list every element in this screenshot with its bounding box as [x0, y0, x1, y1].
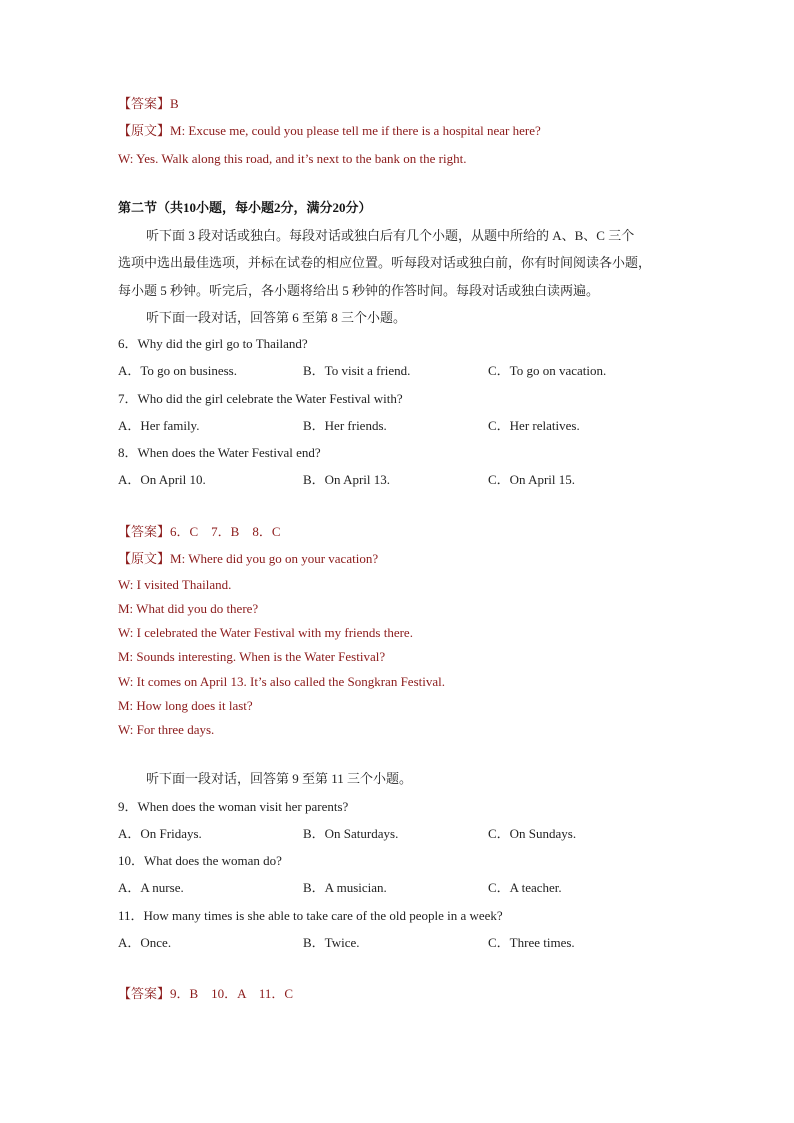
question: 7．Who did the girl celebrate the Water Festival with?: [118, 391, 403, 406]
option-a: A．On April 10.: [118, 472, 206, 487]
script-line: W: I celebrated the Water Festival with my friends there.: [118, 625, 413, 640]
question: 11．How many times is she able to take care of the old people in a week?: [118, 908, 503, 923]
option-c: C．On Sundays.: [488, 826, 577, 841]
script-line: M: What did you do there?: [118, 601, 259, 616]
script-text: M: Excuse me, could you please tell me if there is a hospital near here?: [170, 123, 541, 138]
answer-line: [118, 985, 293, 1003]
group-intro: 听下面一段对话，回答第 9 至第 11 三个小题。: [146, 771, 413, 786]
question: 9．When does the woman visit her parents?: [118, 799, 349, 814]
option-b: B．Twice.: [303, 935, 360, 950]
option-a: A．A nurse.: [118, 880, 184, 895]
answer-values: 6．C 7．B 8．C: [170, 524, 281, 539]
answer-values: 9．B 10．A 11．C: [170, 986, 294, 1001]
instruction-line: 选项中选出最佳选项，并标在试卷的相应位置。听每段对话或独白前，你有时间阅读各小题，: [118, 255, 652, 270]
section-heading: 第二节（共10小题，每小题2分，满分20分）: [118, 200, 372, 215]
option-b: B．A musician.: [303, 880, 387, 895]
option-b: B．On April 13.: [303, 472, 391, 487]
script-line: [118, 122, 541, 140]
script-text: M: Where did you go on your vacation?: [170, 551, 379, 566]
answer-line: [118, 523, 281, 541]
answer-line-5: [118, 95, 179, 113]
option-c: C．To go on vacation.: [488, 363, 607, 378]
script-line: W: Yes. Walk along this road, and it’s next to the bank on the right.: [118, 151, 467, 166]
question: 6．Why did the girl go to Thailand?: [118, 336, 308, 351]
script-line: M: How long does it last?: [118, 698, 253, 713]
option-a: A．On Fridays.: [118, 826, 202, 841]
answer-value: B: [170, 96, 179, 111]
script-line: W: It comes on April 13. It’s also called the Songkran Festival.: [118, 674, 445, 689]
instruction-line: 每小题 5 秒钟。听完后，各小题将给出 5 秒钟的作答时间。每段对话或独白读两遍。: [118, 283, 600, 298]
answer-tag: 【答案】: [118, 524, 171, 539]
answer-tag: 【答案】: [118, 986, 171, 1001]
script-line: W: For three days.: [118, 722, 215, 737]
instruction-line: 听下面 3 段对话或独白。每段对话或独白后有几个小题，从题中所给的 A、B、C 三个: [146, 228, 635, 243]
script-line: M: Sounds interesting. When is the Water Festival?: [118, 649, 386, 664]
script-tag: 【原文】: [118, 551, 171, 566]
script-line: [118, 550, 378, 568]
script-tag: 【原文】: [118, 123, 171, 138]
option-a: A．To go on business.: [118, 363, 237, 378]
option-a: A．Once.: [118, 935, 172, 950]
option-b: B．To visit a friend.: [303, 363, 411, 378]
option-a: A．Her family.: [118, 418, 200, 433]
answer-tag: 【答案】: [118, 96, 171, 111]
option-b: B．On Saturdays.: [303, 826, 399, 841]
script-line: W: I visited Thailand.: [118, 577, 232, 592]
question: 10．What does the woman do?: [118, 853, 282, 868]
option-c: C．Three times.: [488, 935, 575, 950]
option-c: C．A teacher.: [488, 880, 562, 895]
question: 8．When does the Water Festival end?: [118, 445, 321, 460]
option-b: B．Her friends.: [303, 418, 387, 433]
group-intro: 听下面一段对话，回答第 6 至第 8 三个小题。: [146, 310, 407, 325]
option-c: C．Her relatives.: [488, 418, 580, 433]
option-c: C．On April 15.: [488, 472, 576, 487]
